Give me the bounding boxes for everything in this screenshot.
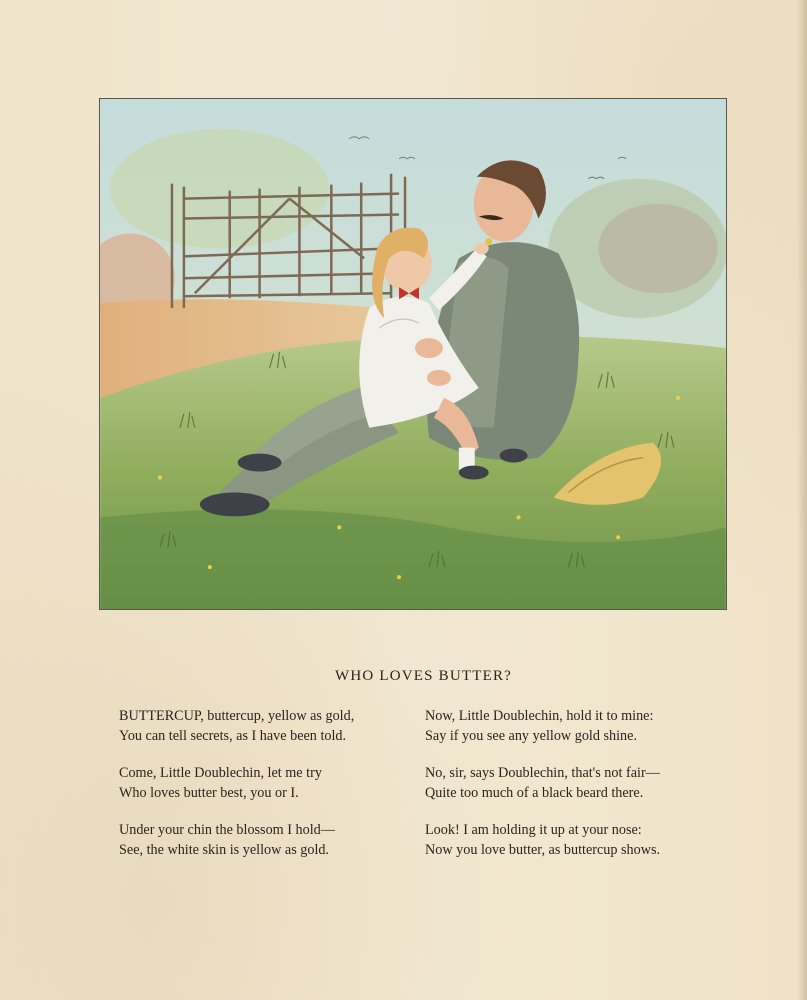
stanza [119,706,419,763]
poem-column-right [425,706,745,877]
poem-line: Now, Little Doublechin, hold it to mine: [425,708,654,724]
poem-line: See, the white skin is yellow as gold. [119,842,330,858]
poem-line: Now you love butter, as buttercup shows. [425,842,661,858]
poem-line: You can tell secrets, as I have been told. [119,728,347,744]
poem-line: Look! I am holding it up at your nose: [425,822,642,838]
stanza [119,763,419,820]
poem-line: Under your chin the blossom I hold— [119,822,335,838]
stanza [425,820,745,877]
poem-line: Say if you see any yellow gold shine. [425,728,637,744]
stanza [425,763,745,820]
poem-title: WHO LOVES BUTTER? [334,668,513,684]
illustration-father-and-child [99,98,727,610]
poem-line: Quite too much of a black beard there. [425,785,644,801]
poem-column-left [119,706,419,877]
stanza [425,706,745,763]
stanza [119,820,419,877]
poem-line: No, sir, says Doublechin, that's not fair— [425,765,660,781]
page-edge [797,0,807,1000]
illustration-drawing [100,99,726,609]
poem-line: BUTTERCUP, buttercup, yellow as gold, [119,708,355,724]
poem-line: Come, Little Doublechin, let me try [119,765,322,781]
poem-line: Who loves butter best, you or I. [119,785,299,801]
